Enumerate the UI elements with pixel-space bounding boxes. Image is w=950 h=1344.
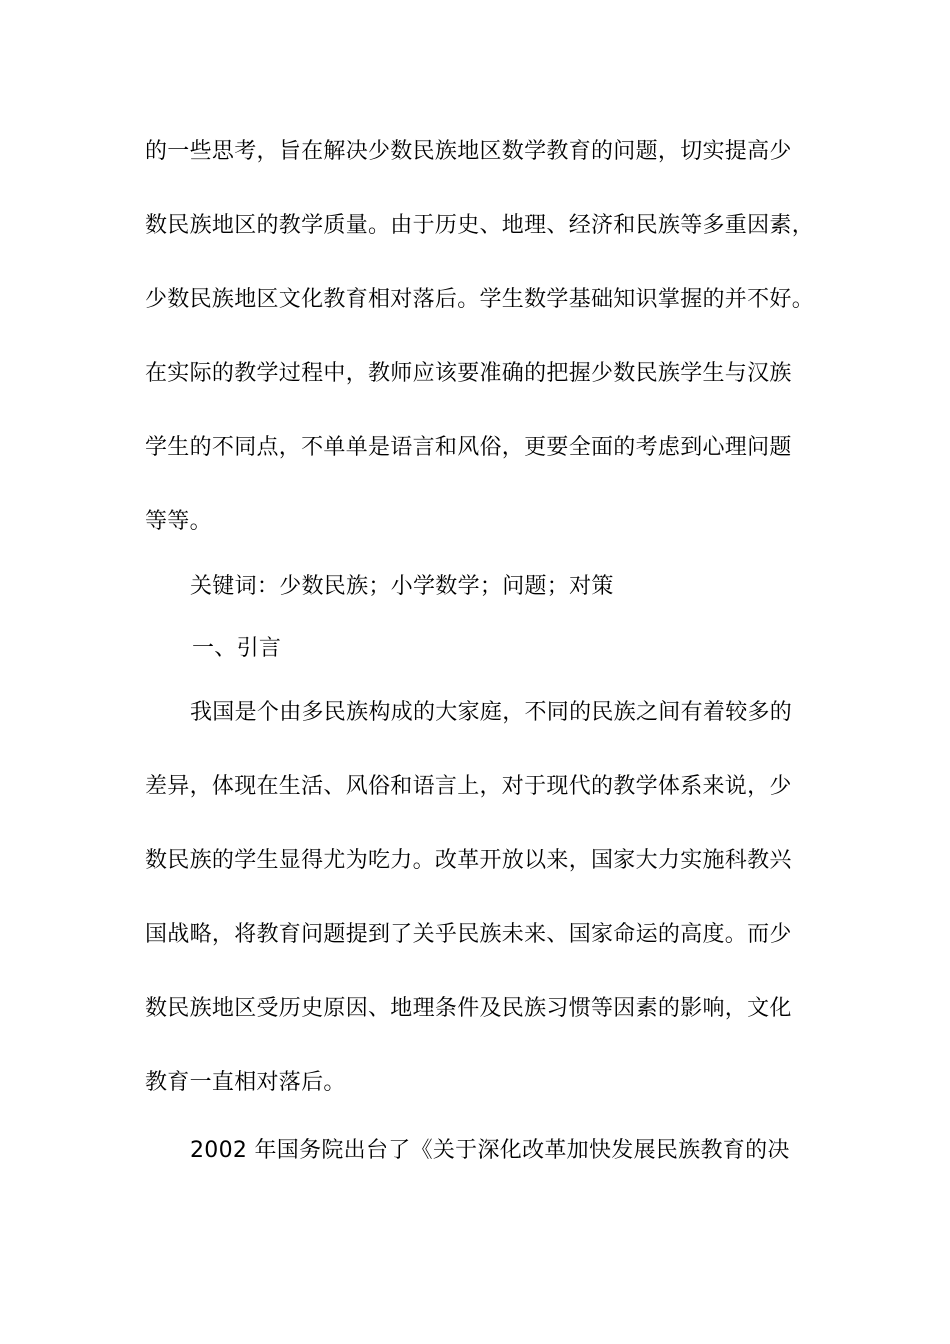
paragraph-line: 教育一直相对落后。 [145, 1070, 346, 1095]
paragraph-line: 差异，体现在生活、风俗和语言上，对于现代的教学体系来说，少 [145, 774, 792, 799]
abstract-line: 学生的不同点，不单单是语言和风俗，更要全面的考虑到心理问题 [145, 435, 792, 460]
paragraph-line: 国战略，将教育问题提到了关乎民族未来、国家命运的高度。而少 [145, 922, 792, 947]
paragraph-line: 数民族地区受历史原因、地理条件及民族习惯等因素的影响，文化 [145, 996, 792, 1021]
abstract-line: 等等。 [145, 509, 212, 534]
abstract-line: 少数民族地区文化教育相对落后。学生数学基础知识掌握的并不好。 [145, 287, 815, 312]
section-heading: 一、引言 [192, 636, 282, 661]
abstract-line: 数民族地区的教学质量。由于历史、地理、经济和民族等多重因素， [145, 213, 815, 238]
keywords-line: 关键词：少数民族；小学数学；问题；对策 [190, 574, 614, 599]
abstract-line: 的一些思考，旨在解决少数民族地区数学教育的问题，切实提高少 [145, 139, 792, 164]
paragraph-line: 数民族的学生显得尤为吃力。改革开放以来，国家大力实施科教兴 [145, 848, 792, 873]
abstract-line: 在实际的教学过程中，教师应该要准确的把握少数民族学生与汉族 [145, 361, 792, 386]
paragraph-line: 我国是个由多民族构成的大家庭，不同的民族之间有着较多的 [190, 700, 793, 725]
paragraph-line: 2002 年国务院出台了《关于深化改革加快发展民族教育的决 [190, 1138, 790, 1163]
